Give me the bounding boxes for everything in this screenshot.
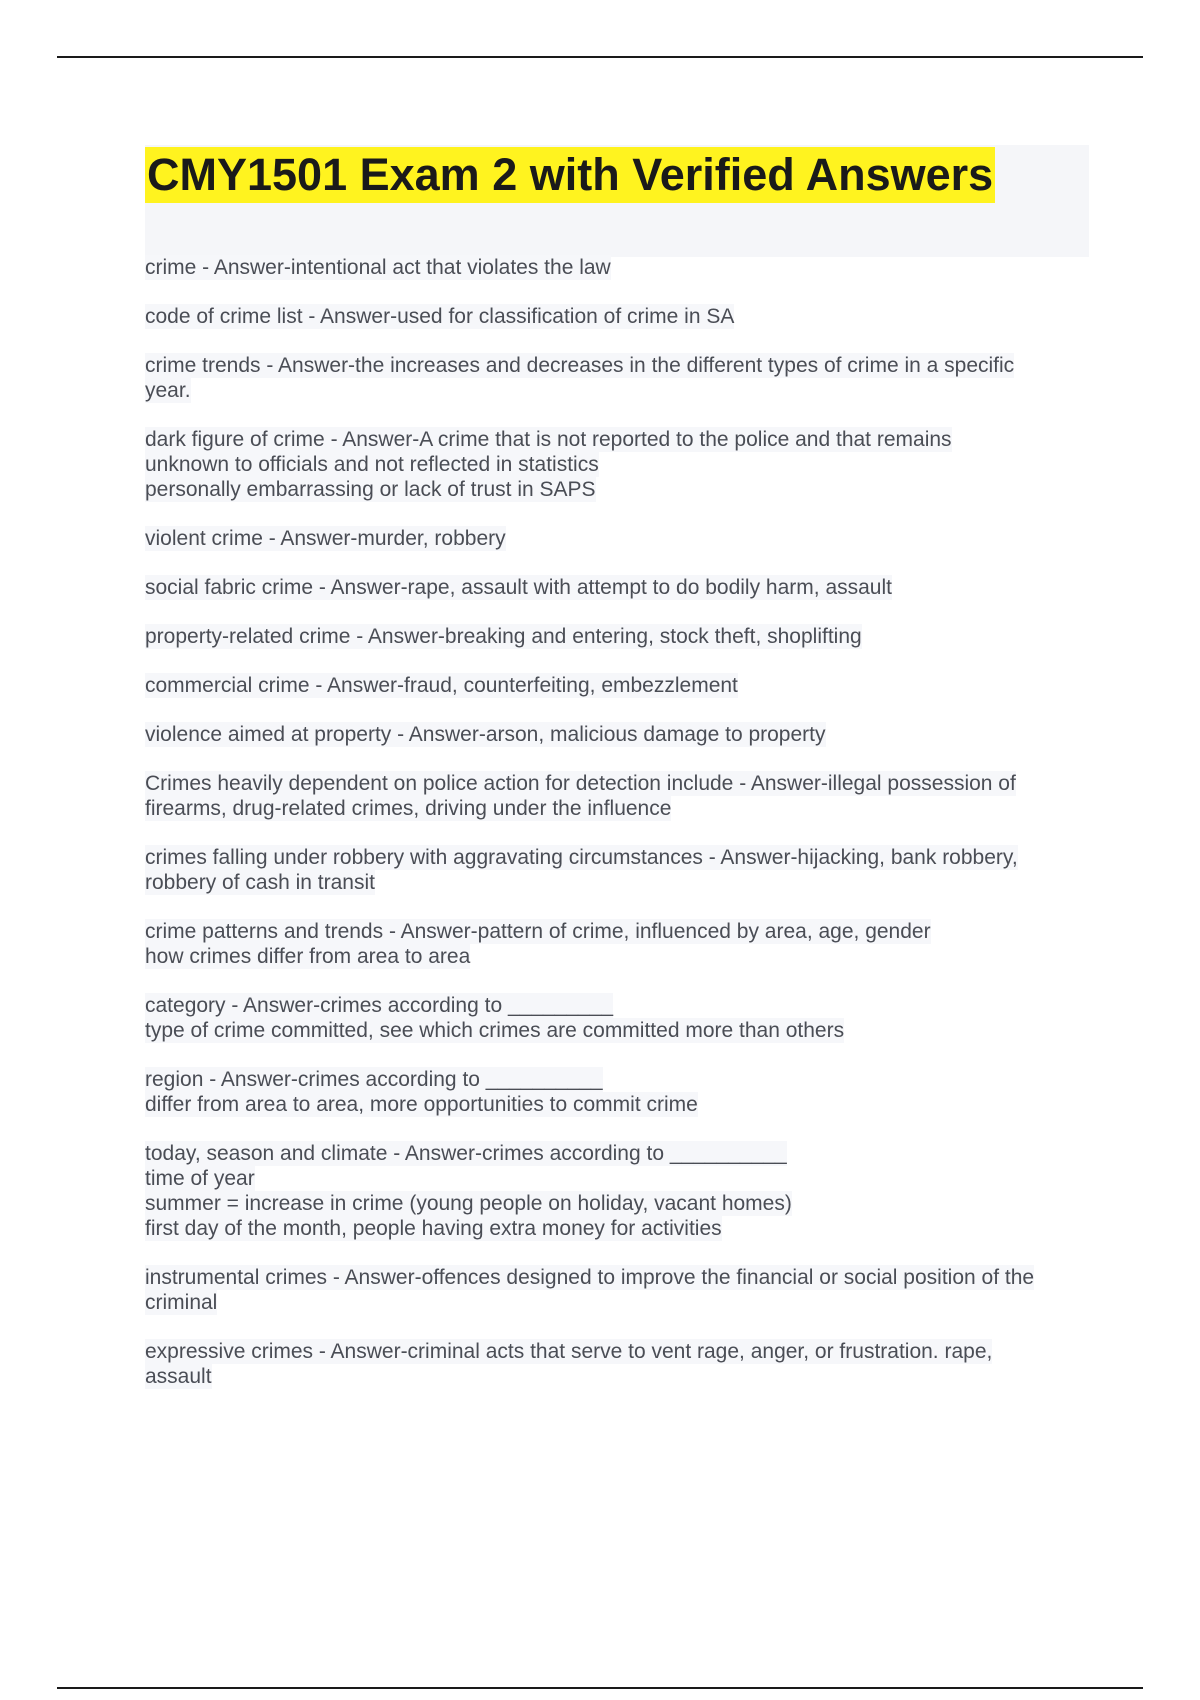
- qa-entry-line: time of year: [145, 1167, 255, 1190]
- qa-entry: [145, 427, 1090, 502]
- qa-entry-line: instrumental crimes - Answer-offences designed to improve the financial or social position of the: [145, 1266, 1035, 1289]
- qa-entry-line: crime - Answer-intentional act that violates the law: [145, 256, 611, 279]
- qa-entry: [145, 1067, 1090, 1117]
- qa-entry: [145, 845, 1090, 895]
- qa-entry-line: unknown to officials and not reflected in statistics: [145, 453, 599, 476]
- qa-entry-line: differ from area to area, more opportunities to commit crime: [145, 1093, 698, 1116]
- qa-entry: [145, 353, 1090, 403]
- qa-entry-line: firearms, drug-related crimes, driving under the influence: [145, 797, 672, 820]
- qa-entry: [145, 919, 1090, 969]
- qa-entry-line: property-related crime - Answer-breaking and entering, stock theft, shoplifting: [145, 625, 862, 648]
- top-rule: [57, 56, 1143, 58]
- qa-entry: [145, 255, 1090, 280]
- qa-entry: [145, 722, 1090, 747]
- qa-entry: [145, 673, 1090, 698]
- bottom-rule: [57, 1687, 1143, 1689]
- qa-entry-line: criminal: [145, 1291, 218, 1314]
- qa-entry: [145, 1265, 1090, 1315]
- qa-entry-line: violent crime - Answer-murder, robbery: [145, 527, 506, 550]
- page-title: CMY1501 Exam 2 with Verified Answers: [145, 147, 995, 203]
- qa-entry-line: crime patterns and trends - Answer-pattern of crime, influenced by area, age, gender: [145, 920, 931, 943]
- qa-entry-line: expressive crimes - Answer-criminal acts that serve to vent rage, anger, or frustration. rape,: [145, 1340, 993, 1363]
- qa-entry-line: category - Answer-crimes according to _________: [145, 994, 614, 1017]
- qa-entry-line: code of crime list - Answer-used for classification of crime in SA: [145, 305, 735, 328]
- qa-entry: [145, 575, 1090, 600]
- qa-entry-line: assault: [145, 1365, 212, 1388]
- qa-entry-line: type of crime committed, see which crimes are committed more than others: [145, 1019, 845, 1042]
- qa-entry-line: first day of the month, people having extra money for activities: [145, 1217, 722, 1240]
- qa-entry-line: social fabric crime - Answer-rape, assault with attempt to do bodily harm, assault: [145, 576, 892, 599]
- qa-entry: [145, 304, 1090, 329]
- qa-entry: [145, 624, 1090, 649]
- qa-entry-line: commercial crime - Answer-fraud, counterfeiting, embezzlement: [145, 674, 738, 697]
- qa-entry-line: dark figure of crime - Answer-A crime that is not reported to the police and that remains: [145, 428, 952, 451]
- qa-entry-line: summer = increase in crime (young people on holiday, vacant homes): [145, 1192, 792, 1215]
- qa-entry-line: year.: [145, 379, 191, 402]
- qa-entry-line: today, season and climate - Answer-crimes according to __________: [145, 1142, 787, 1165]
- qa-entry-line: Crimes heavily dependent on police action for detection include - Answer-illegal possession of: [145, 772, 1016, 795]
- qa-entry-line: region - Answer-crimes according to __________: [145, 1068, 603, 1091]
- qa-list: [145, 255, 1090, 1413]
- qa-entry-line: crime trends - Answer-the increases and decreases in the different types of crime in a specific: [145, 354, 1015, 377]
- qa-entry: [145, 771, 1090, 821]
- qa-entry: [145, 993, 1090, 1043]
- qa-entry-line: robbery of cash in transit: [145, 871, 375, 894]
- qa-entry-line: how crimes differ from area to area: [145, 945, 471, 968]
- qa-entry-line: crimes falling under robbery with aggravating circumstances - Answer-hijacking, bank robbery,: [145, 846, 1018, 869]
- qa-entry: [145, 1339, 1090, 1389]
- qa-entry: [145, 1141, 1090, 1241]
- qa-entry-line: personally embarrassing or lack of trust in SAPS: [145, 478, 596, 501]
- qa-entry: [145, 526, 1090, 551]
- qa-entry-line: violence aimed at property - Answer-arson, malicious damage to property: [145, 723, 826, 746]
